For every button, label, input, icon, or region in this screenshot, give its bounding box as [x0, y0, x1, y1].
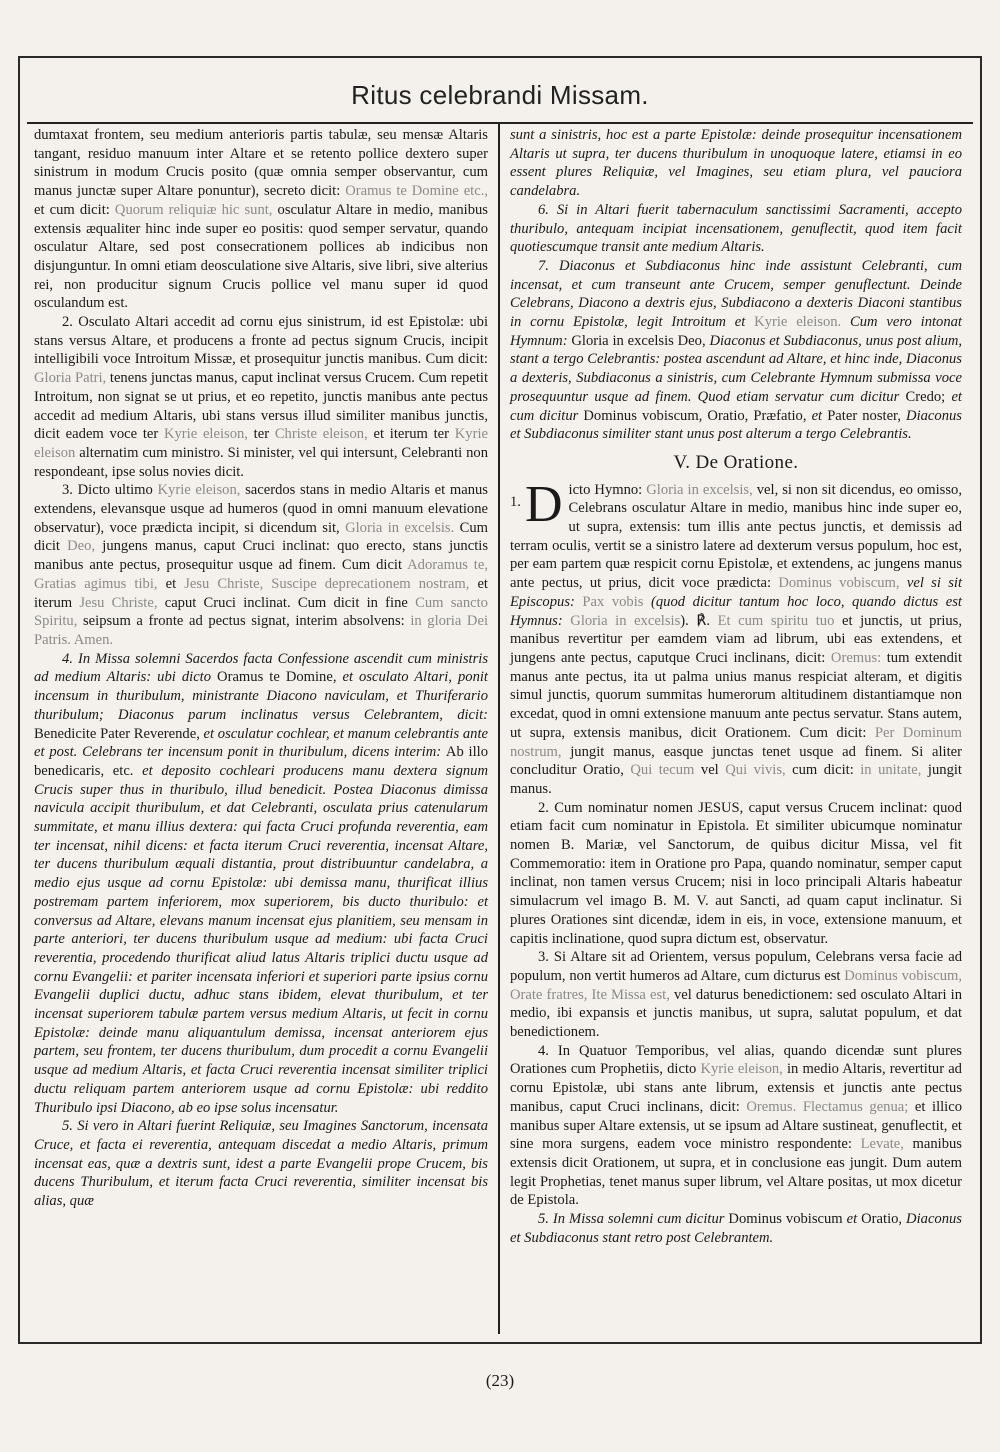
text-run: seipsum a fronte ad pectus signat, interim absolvens: [77, 613, 411, 630]
italic-text: 5. Si vero in Altari fuerint Reliquiæ, seu Imagines Sanctorum, incensata Cruce, et facta ei reverentia, antequam discedat a medio Altaris, primum incensat eas, quæ a dextris sunt, idest a parte Evangelii prope Crucem, bis ducens Thuribulum, et iterum facta Cruci reverentia, similiter incensat bis alias, quæ [34, 1118, 488, 1210]
rubric-text: Gloria Patri, [34, 370, 107, 387]
rubric-text: Adoramus te, Gratias agimus tibi, [34, 557, 488, 592]
italic-text: et [806, 407, 828, 424]
text-run: alternatim cum ministro. Si minister, vel qui intersunt, Celebranti non respondeant, ipse solus novies dicit. [34, 444, 488, 480]
italic-text: et osculato Altari, ponit incensum in thuribulum, ministrante Diacono naviculam, et Thuriferario thuribulum; Diaconus parum inclinatus versus Celebrantem, dicit: [34, 669, 488, 723]
text-run: et iterum ter [367, 426, 455, 443]
rubric-text: Oramus te Domine etc., [345, 183, 488, 200]
paragraph [510, 1210, 962, 1247]
paragraph [34, 313, 488, 481]
rubric-text: Et cum spiritu tuo [717, 612, 835, 629]
text-run: caput Cruci inclinat. Cum dicit in fine [157, 594, 416, 611]
text-run: Pater noster, [827, 407, 901, 424]
text-run: Credo; [905, 388, 946, 405]
running-head: Ritus celebrandi Missam. [351, 80, 649, 110]
italic-text: 5. In Missa solemni cum dicitur [538, 1211, 729, 1228]
text-run: 3. Si Altare sit ad Orientem, versus populum, Celebrans versa facie ad populum, non vertit humeros ad Altare, cum dicturus est [510, 949, 962, 984]
paragraph [34, 126, 488, 313]
italic-text: Cum vero intonat Hymnum: [510, 314, 962, 349]
text-run: in medio Altaris, revertitur ad cornu Epistolæ, ubi stans ante librum, extensis et junctis ante pectus manibus, caput Cruci inclinans, dicit: [510, 1061, 962, 1115]
paragraph [34, 650, 488, 1118]
text-run: Ab illo benedicaris, etc. [34, 744, 488, 779]
italic-text: 4. In Missa solemni Sacerdos facta Confessione ascendit cum ministris ad medium Altaris: ubi dicto [34, 650, 488, 686]
text-run: et cum dicit: [34, 201, 115, 218]
rubric-text: Kyrie eleison [34, 426, 488, 461]
text-run: vel [694, 762, 726, 779]
rubric-text: Cum sancto Spiritu, [34, 594, 488, 630]
rubric-text: Quorum reliquiæ hic sunt, [114, 201, 273, 218]
text-run: 3. Dicto ultimo [62, 482, 158, 499]
paragraph-number: 1. [510, 493, 521, 510]
rubric-text: Gloria in excelsis, [646, 481, 753, 498]
rubric-text: Gloria in excelsis [570, 612, 681, 629]
column-rule [498, 124, 500, 1334]
rubric-text: Jesu Christe, [79, 594, 158, 611]
rubric-text: Kyrie eleison, [157, 482, 241, 499]
text-run: ). ℟. [680, 612, 718, 629]
text-run: tenens junctas manus, caput inclinat versus Crucem. Cum repetit Introitum, non signat se ut prius, et eo repetito, junctis manibus ante pectus accedit ad medium Altaris, ubi stans versus illud similiter manibus junctis, dicit eadem voce ter [34, 370, 488, 443]
text-run: icto Hymno: [568, 481, 647, 498]
paragraph [510, 948, 962, 1042]
italic-text: et osculatur cochlear, et manum celebrantis ante et post. Celebrans ter incensum ponit in thuribulum, dicens interim: [34, 725, 488, 761]
text-run: manibus extensis dicit Orationem, ut supra, et in conclusione eas jungit. Dum autem legit Prophetias, tenet manus super librum, vel Altare positas, ut mox dicetur de Epistola. [510, 1136, 962, 1209]
paragraph [510, 1042, 962, 1210]
text-run: Gloria in excelsis Deo, [571, 332, 706, 349]
drop-capital: D [524, 475, 563, 533]
rubric-text: Christe eleison, [274, 426, 368, 443]
text-run: 4. In Quatuor Temporibus, vel alias, quando dicendæ sunt plures Orationes cum Prophetiis, dicto [510, 1042, 962, 1078]
text-run: sacerdos stans in medio Altaris et manus extendens, elevansque usque ad humeros (quod in omni manuum elevatione observatur), voce prædicta incipit, si dicendum sit, [34, 482, 488, 536]
italic-text: (quod dicitur tantum hoc loco, quando dictus est Hymnus: [510, 593, 962, 629]
text-run: et illico manibus super Altare extensis, ut se ipsum ad Altare sustineat, genuflectit, et sine mora surgens, eadem voce ministro respondente: [510, 1098, 963, 1153]
text-run: osculatur Altare in medio, manibus extensis æqualiter hinc inde super eo positis: quod semper servatur, quando osculatur Altare, sed post consecrationem pollices ab indicibus non disjunguntur. In omni etiam deosculatione sive Altaris, sive libri, sive alterius rei, non producitur signum Crucis pollice vel manu super id quod osculandum est. [34, 201, 488, 312]
italic-text: Diaconus et Subdiaconus, unus post alium, stant a tergo Celebrantis: postea ascendunt ad Altare, et hinc inde, Diaconus a dexteris, Subdiaconus a sinistris, cum Celebrante Hymnum submissa voce prosequuntur usque ad finem. Quod etiam servatur cum dicitur [510, 332, 963, 405]
text-run: vel daturus benedictionem: sed osculato Altari in medio, ibi expansis et junctis manibus, ut supra, salutat populum, et dat benedictionem. [510, 986, 962, 1041]
paragraph [510, 126, 962, 201]
rubric-text: Kyrie eleison, [163, 426, 248, 443]
rubric-text: Dominus vobiscum, Orate fratres, Ite Missa est, [510, 967, 962, 1003]
italic-text: et [842, 1211, 862, 1228]
rubric-text: Jesu Christe, Suscipe deprecationem nostram, [184, 575, 470, 592]
text-run: 2. Cum nominatur nomen JESUS, caput versus Crucem inclinat: quod etiam facit cum nominatur in Epistola. Et similiter ubicumque nominatur nomen B. Mariæ, vel Sanctorum, de quibus dicitur Missa, vel fit Commemoratio: item in Oratione pro Papa, quando nominatur, semper caput inclinat, non tamen versus Crucem; nisi in loco principali Altaris habeatur simulacrum vel imago B. M. V. aut Sancti, ad quam caput inclinatur. Si plures Orationes sint dicendæ, idem in eis, in voce, extensione manuum, et capitis inclinatione, quod supra dictum est, observatur. [510, 799, 962, 947]
paragraph-dropcap [510, 475, 962, 799]
rubric-text: Qui tecum [630, 762, 695, 779]
rubric-text: Oremus: [830, 649, 882, 666]
text-run: Dominus vobiscum [728, 1211, 843, 1228]
rubric-text: in gloria Dei Patris. Amen. [34, 613, 488, 648]
rubric-text: Qui vivis, [725, 762, 786, 779]
text-run: et [157, 575, 185, 592]
text-run: ter [247, 426, 275, 443]
paragraph [510, 799, 962, 949]
text-run: Dominus vobiscum, Oratio, Præfatio, [583, 407, 807, 424]
paragraph-text [510, 475, 962, 797]
paragraph [510, 201, 962, 257]
rubric-text: Kyrie eleison, [700, 1061, 783, 1078]
italic-text: vel si sit Episcopus: [510, 575, 962, 610]
italic-text: et deposito cochleari producens manu dextera signum Crucis super thus in thuribulo, illud benedicit. Postea Diaconus dimissa navicula accipit thuribulum, et dat Celebranti, osculata prius catenularum summitate, et manu illius dextera: qui facta Cruci profunda reverentia, eam ter incensat, nihil dicens: et facta iterum Cruci reverentia, incensat Altare, ter ducens thuribulum æquali distantia, prout distribuuntur candelabra, a medio ejus usque ad cornu Epistolæ: ubi demissa manu, thurificat illius postremam partem inferiorem, mox superiorem, bis ducto thuribulo: et conversus ad Altare, elevans manum incensat ejus planitiem, seu mensam in parte anteriori, ter ducens thuribulum usque ad medium: ubi facta Cruci reverentia, procedendo thurificat aliud latus Altaris triplici ductu usque ad cornu Evangelii: et pariter incensata inferiori et superiori parte ipsius cornu Evangelii duplici ductu, adhuc stans ibidem, elevat thuribulum, et ter incensat superiorem tabulæ partem versus medium Altaris, ut fecit in cornu Epistolæ: deinde manu aliquantulum demissa, incensat anteriorem ejus partem, seu frontem, ter ducens thuribulum, dum procedit a cornu Evangelii usque ad medium Altaris, et facta Cruci reverentia incensat similiter triplici ductu reliquam partem anteriorem usque ad cornu Epistolæ: ubi reddito Thuribulo ipsi Diacono, ab eo ipse solus incensatur. [34, 762, 488, 1116]
text-run: Cum dicit [34, 519, 489, 555]
rubric-text: Kyrie eleison. [754, 314, 842, 331]
text-run: jungit manus. [510, 762, 962, 797]
text-run: Oramus te Domine, [217, 669, 337, 686]
text-run: Oratio, [861, 1211, 903, 1228]
paragraph [510, 257, 962, 444]
text-run: jungit manus, easque junctas tenet usque ad finem. Si aliter concluditur Oratio, [510, 743, 962, 779]
italic-text: Diaconus et Subdiaconus similiter stant unus post alterum a tergo Celebrantis. [510, 407, 962, 443]
italic-text: 7. Diaconus et Subdiaconus hinc inde assistunt Celebranti, cum incensat, et cum transeunt ante Crucem, semper genuflectunt. Deinde Celebrans, Diacono a dextris ejus, Subdiacono a dexteris Diaconi stantibus in cornu Epistolæ, legit Introitum et [510, 257, 962, 331]
text-run: jungens manus, caput Cruci inclinat: quo erecto, stans junctis manibus ante pectus, prosequitur usque ad finem. Cum dicit [34, 538, 488, 574]
paragraph [34, 481, 488, 649]
text-run: 2. Osculato Altari accedit ad cornu ejus sinistrum, id est Epistolæ: ubi stans versus Altare, et producens a fronte ad pectus signum Crucis, incipit intelligibili voce Introitum Missæ, et prosequitur junctis manibus. Cum dicit: [34, 314, 488, 368]
italic-text: 6. Si in Altari fuerit tabernaculum sanctissimi Sacramenti, accepto thuribulo, antequam incipiat incensationem, genuflectit, quod item facit quotiescumque transit ante medium Altaris. [510, 201, 962, 256]
italic-text: et cum dicitur [510, 388, 962, 424]
paragraph [34, 1117, 488, 1211]
italic-text: Diaconus et Subdiaconus stant retro post Celebrantem. [510, 1211, 962, 1246]
text-run: Benedicite Pater Reverende, [34, 725, 200, 742]
text-run: dumtaxat frontem, seu medium anterioris partis tabulæ, seu mensæ Altaris tangant, residuo manuum inter Altare et se retento pollice dextero super sinistrum in modum Crucis posito (quæ omnia semper observantur, cum manus junctæ super Altare ponuntur), secreto dicit: [34, 127, 488, 200]
italic-text: sunt a sinistris, hoc est a parte Epistolæ: deinde prosequitur incensationem Altaris ut supra, ter ducens thuribulum in unoquoque latere, etiamsi in eo essent plures Reliquiæ, vel Imagines, seu etiam plura, vel pauciora candelabra. [510, 127, 962, 200]
text-run: et iterum [34, 575, 488, 611]
page-number: (23) [485, 1371, 515, 1390]
right-column [510, 126, 962, 1247]
section-title: V. De Oratione. [673, 451, 799, 473]
rubric-text: Gloria in excelsis. [345, 519, 455, 536]
rubric-text: Deo, [67, 538, 96, 555]
rubric-text: Levate, [860, 1136, 904, 1153]
rubric-text: Dominus vobiscum, [778, 575, 900, 592]
rubric-text: in unitate, [860, 762, 922, 779]
rubric-text: Pax vobis [582, 593, 644, 610]
text-run: cum dicit: [785, 762, 861, 779]
header-rule [27, 122, 973, 124]
rubric-text: Per Dominum nostrum, [510, 724, 962, 760]
left-column [34, 126, 488, 1211]
text-run: vel, si non sit dicendus, eo omisso, Celebrans osculatur Altare in medio, manibus hinc inde super eo, ut supra, extensis: tum illis ante pectus junctis, et demissis ad terram oculis, vertit se a sinistro latere ad dexterum versus populum, hoc est, per eam partem quæ respicit cornu Epistolæ, et extendens, ac jungens manus ante pectus, ut prius, dicit voce prædicta: [510, 481, 962, 592]
rubric-text: Oremus. Flectamus genua; [746, 1098, 909, 1115]
text-run: tum extendit manus ante pectus, ita ut palma unius manus respiciat alteram, et digitis simul junctis, quorum summitas humerorum altitudinem distantiamque non excedat, quod in omni extensione manuum ante pectus servatur. Stans autem, ut supra, extensis manibus, dicit Orationem. Cum dicit: [510, 649, 962, 741]
text-run: et junctis, ut prius, manibus revertitur per eamdem viam ad librum, ubi eas extendens, et jungens ante pectus, caputque Cruci inclinans, dicit: [510, 612, 962, 666]
